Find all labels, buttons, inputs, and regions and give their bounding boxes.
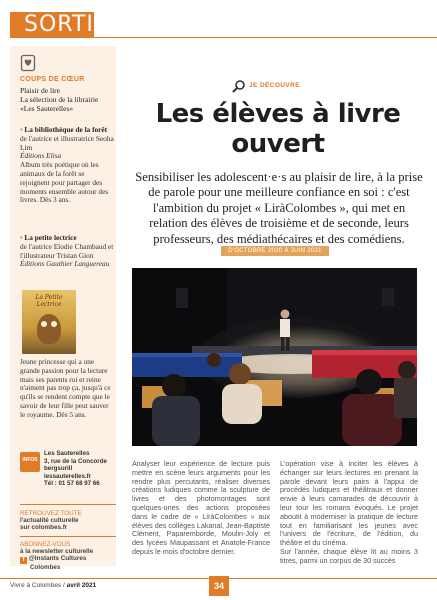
heart-book-icon <box>20 54 36 72</box>
sidebar <box>10 46 116 572</box>
section-title: SORTIR <box>24 12 111 37</box>
article-headline: Les élèves à livre ouvert <box>155 99 401 159</box>
facebook-link[interactable]: @Instants Cultures <box>28 555 87 563</box>
section-header <box>0 12 437 38</box>
sidebar-divider-2 <box>20 536 116 537</box>
retrouvez-block: RETROUVEZ TOUTE l'actualité culturelle sur colombes.fr <box>20 510 116 532</box>
abonnez-block: ABONNEZ-VOUS à la newsletter culturelle f @Instants Cultures Colombes <box>20 541 94 572</box>
book1-publisher: Éditions Elisa <box>20 151 62 161</box>
sidebar-title: COUPS DE CŒUR <box>20 76 85 83</box>
body-column-2: L'opération vise à inciter les élèves à échanger sur leurs lectures en prenant la parole devant leurs pairs à l'appui de procédés ludiques et théâtraux et donner envie à leurs camarades de découvrir à leur tour les romans évoqués. Le projet aboutit à moderniser la pratique de lecture tout en familiarisant les jeunes avec l'univers de l'écriture, de l'édition, du théâtre et du cinéma. Sur l'année, chaque élève lit au moins 3 titres, parmi un corpus de 30 succès <box>280 459 418 565</box>
theatre-scene-illustration <box>132 268 417 446</box>
shop-address: 3, rue de la Concorde <box>44 457 107 465</box>
header-rule <box>94 37 437 38</box>
date-tag: D'OCTOBRE 2020 À JUIN 2021 <box>221 246 329 256</box>
magnifier-icon <box>232 79 246 93</box>
article-kicker: JE DÉCOUVRE <box>249 82 300 89</box>
page-number: 34 <box>209 576 229 596</box>
shop-name: Les Sauterelles <box>44 450 90 457</box>
article-intro: Sensibiliser les adolescent·e·s au plaisir de lire, à la prise de parole pour une meilleure confiance en soi : c'est l'ambition du projet « LiràColombes », qui met en relation des élèves de troisième et de seconde, leurs professeurs, des médiathécaires et des comédiens. <box>135 170 423 246</box>
shop-city: bergsurill <box>44 465 73 473</box>
footer-credit: Vivre à Colombes / avril 2021 <box>10 582 97 589</box>
sidebar-divider <box>20 504 116 505</box>
book-entry-2: • La petite lectrice de l'autrice Elodie Chambaud et l'illustrateur Tristan Gion Éditions Gauthier Languereau <box>20 233 114 269</box>
book2-title: La petite lectrice <box>24 233 77 242</box>
book2-publisher: Éditions Gauthier Languereau <box>20 259 110 269</box>
book2-authors: de l'autrice Elodie Chambaud et l'illustrateur Tristan Gion <box>20 241 114 260</box>
book2-summary-block <box>20 358 114 420</box>
body-column-1: Analyser leur expérience de lecture puis mettre en scène leurs arguments pour les rendre plus percutants, réaliser diverses créations ludiques comme la sculpture de livres et des photomontages sont quelques-unes des actions proposées dans le cadre de « LiràColombes » aux élèves des collèges Lakanal, Jean-Baptiste Clément, Paparemborde, Moulin-Joly et des lycées Maupassant et Anatole-France depuis le mois d'octobre dernier. <box>132 459 270 556</box>
shop-website-link[interactable]: lessauterelles.fr <box>44 472 92 480</box>
info-badge: INFOS <box>20 452 40 472</box>
info-text <box>44 450 116 488</box>
book-cover-title: La Petite Lectrice <box>35 294 63 308</box>
book1-authors: de l'autrice et illustratrice Seoha Lim <box>20 133 114 152</box>
book1-summary: Album très poétique où les animaux de la forêt se rejoignent pour partager des moments ensemble autour des livres. Dès 3 ans. <box>20 160 109 205</box>
issue-date: avril 2021 <box>66 582 97 589</box>
owl-illustration <box>37 314 61 344</box>
section-tab <box>10 12 111 38</box>
magazine-name: Vivre à Colombes <box>10 582 62 589</box>
book-entry-1: • La bibliothèque de la forêt de l'autrice et illustratrice Seoha Lim Éditions Elisa Album très poétique où les animaux de la forêt se rejoignent pour partager des moments ensemble autour des livres. Dès 3 ans. <box>20 125 114 205</box>
shop-phone: Tél : 01 57 68 97 66 <box>44 480 100 488</box>
article-photo <box>132 268 417 446</box>
sidebar-intro: Plaisir de lire La sélection de la librairie «Les Sauterelles» <box>20 86 99 113</box>
facebook-icon: f <box>20 557 27 564</box>
colombes-link[interactable]: sur colombes.fr <box>20 524 68 532</box>
book2-summary: Jeune princesse qui a une grande passion pour la lecture mais ses parents roi et reine n'aiment pas trop ça, jusqu'à ce qu'ils se rendent compte que le savoir de leur fille peut sauver le royaume. Dès 5 ans. <box>20 357 111 419</box>
book1-title: La bibliothèque de la forêt <box>24 125 108 134</box>
book-cover-image <box>22 290 76 354</box>
